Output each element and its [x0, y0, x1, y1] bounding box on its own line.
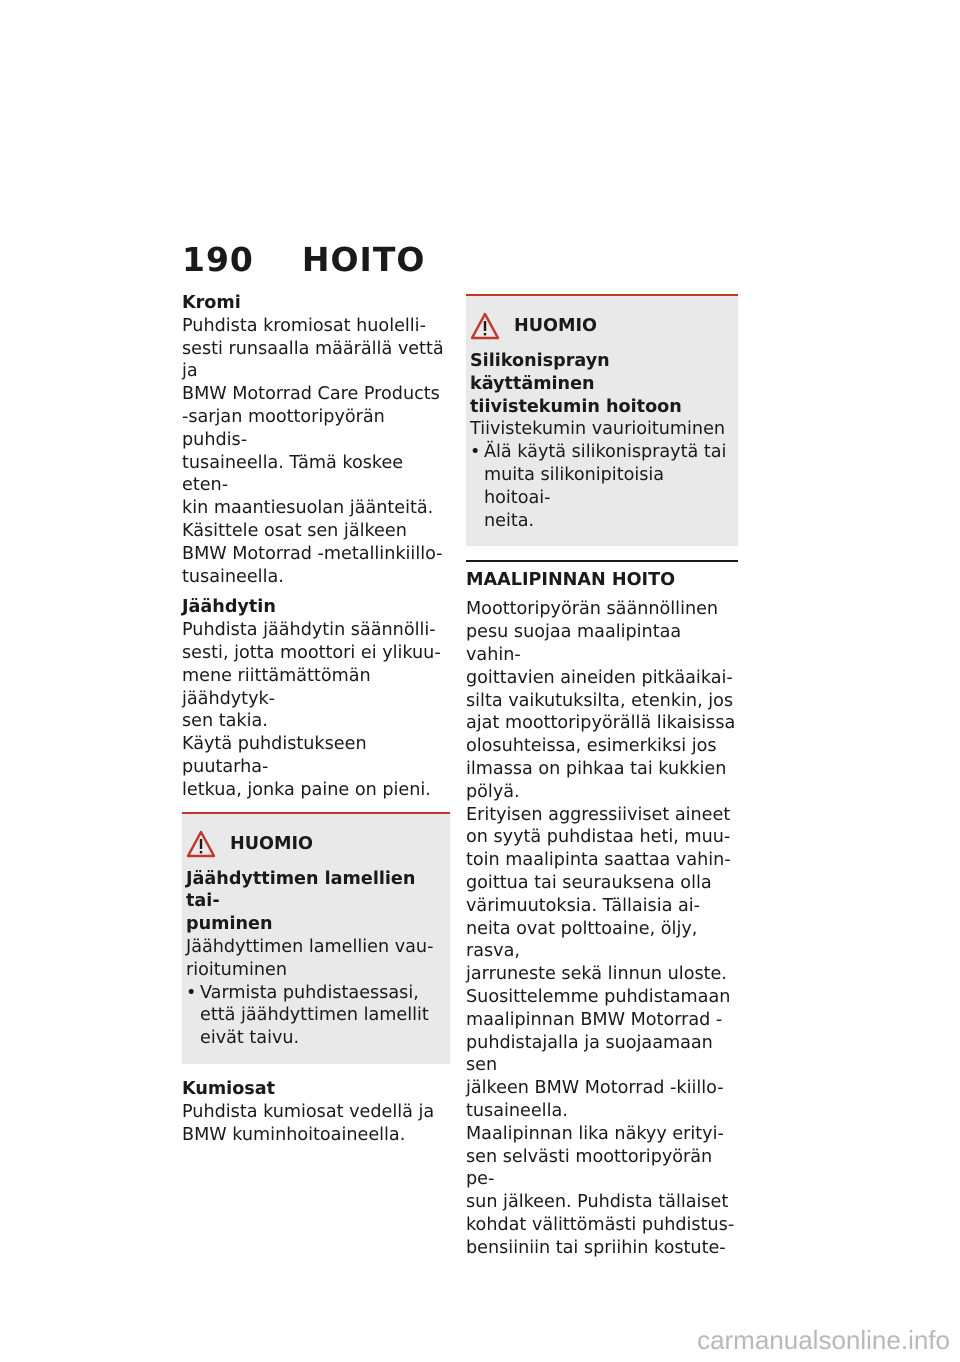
text-line: kohdat välittömästi puhdistus-: [466, 1214, 735, 1235]
text-line: maalipinnan BMW Motorrad -: [466, 1009, 723, 1030]
bullet-dot: •: [470, 442, 481, 463]
text-line: ajat moottoripyörällä likaisissa: [466, 713, 736, 734]
text-line: ilmassa on pihkaa tai kukkien: [466, 758, 727, 779]
text-line: sun jälkeen. Puhdista tällaiset: [466, 1192, 729, 1213]
text-line: jälkeen BMW Motorrad -kiillo-: [466, 1078, 724, 1099]
radiator-heading: Jäähdytin: [182, 597, 276, 618]
right-column: [466, 294, 738, 1259]
notice-title: [186, 830, 442, 858]
notice-text: [186, 936, 442, 982]
text-line: toin maalipinta saattaa vahin-: [466, 850, 731, 871]
bullet-dot: •: [186, 982, 197, 1003]
text-line: goittua tai seurauksena olla: [466, 872, 712, 893]
radiator-text: [182, 619, 450, 801]
text-line: puminen: [186, 914, 273, 935]
bullet-text: [484, 441, 730, 532]
text-line: sen takia.: [182, 711, 268, 732]
text-line: -sarjan moottoripyörän puhdis-: [182, 406, 385, 450]
notice-bullet: [470, 441, 730, 532]
text-line: rioituminen: [186, 959, 287, 980]
left-column: [182, 292, 450, 1146]
text-line: pesu suojaa maalipintaa vahin-: [466, 622, 682, 665]
text-line: Varmista puhdistaessasi,: [200, 982, 419, 1003]
text-line: neita ovat polttoaine, öljy, rasva,: [466, 918, 698, 962]
text-line: Puhdista kumiosat vedellä ja: [182, 1101, 435, 1122]
text-line: värimuutoksia. Tällaisia ai-: [466, 895, 700, 916]
page-header: [182, 240, 425, 279]
page-title: HOITO: [301, 240, 426, 279]
text-line: sen selvästi moottoripyörän pe-: [466, 1146, 713, 1190]
text-line: sesti runsaalla määrällä vettä ja: [182, 338, 444, 382]
warning-triangle-icon: [470, 312, 500, 340]
text-line: letkua, jonka paine on pieni.: [182, 779, 431, 800]
text-line: Silikonisprayn käyttäminen: [470, 351, 610, 394]
text-line: goittavien aineiden pitkäaikai-: [466, 667, 733, 688]
text-line: Käytä puhdistukseen puutarha-: [182, 734, 367, 777]
text-line: olosuhteissa, esimerkiksi jos: [466, 736, 717, 757]
text-line: kin maantiesuolan jäänteitä.: [182, 498, 434, 519]
text-line: tusaineella.: [182, 566, 284, 587]
text-line: eivät taivu.: [200, 1028, 300, 1049]
rubber-heading: Kumiosat: [182, 1078, 276, 1099]
text-line: pölyä.: [466, 781, 520, 802]
text-line: BMW Motorrad Care Products: [182, 384, 440, 405]
text-line: Älä käytä silikonispraytä tai: [484, 442, 727, 463]
text-line: sesti, jotta moottori ei ylikuu-: [182, 642, 441, 663]
notice-box-silicone: [466, 294, 738, 546]
text-line: Suosittelemme puhdistamaan: [466, 986, 731, 1007]
text-line: mene riittämättömän jäähdytyk-: [182, 665, 371, 709]
notice-label: HUOMIO: [230, 833, 313, 854]
text-line: Moottoripyörän säännöllinen: [466, 599, 719, 620]
text-line: puhdistajalla ja suojaamaan sen: [466, 1032, 713, 1076]
text-line: tusaineella.: [466, 1100, 568, 1121]
text-line: silta vaikutuksilta, etenkin, jos: [466, 690, 734, 711]
notice-title: [470, 312, 730, 340]
text-line: BMW Motorrad -metallinkiillo-: [182, 543, 443, 564]
text-line: Tiivistekumin vaurioituminen: [470, 419, 726, 440]
text-line: Maalipinnan lika näkyy erityi-: [466, 1123, 724, 1144]
paint-text: [466, 598, 738, 1259]
text-line: BMW kuminhoitoaineella.: [182, 1124, 406, 1145]
paint-section-title: MAALIPINNAN HOITO: [466, 570, 676, 591]
chrome-heading: Kromi: [182, 293, 241, 313]
notice-heading: [470, 350, 730, 418]
text-line: muita silikonipitoisia hoitoai-: [484, 464, 665, 508]
text-line: että jäähdyttimen lamellit: [200, 1005, 429, 1026]
notice-heading: [186, 868, 442, 936]
text-line: jarruneste sekä linnun uloste.: [466, 964, 727, 985]
text-line: Käsittele osat sen jälkeen: [182, 520, 407, 541]
text-line: Puhdista jäähdytin säännölli-: [182, 620, 436, 641]
page-number: 190: [182, 240, 254, 279]
text-line: Puhdista kromiosat huolelli-: [182, 315, 426, 336]
watermark: carmanualsonline.info: [697, 1325, 950, 1355]
warning-triangle-icon: [186, 830, 216, 858]
notice-label: HUOMIO: [514, 316, 597, 336]
text-line: bensiiniin tai spriihin kostute-: [466, 1237, 726, 1258]
notice-bullet: [186, 982, 442, 1050]
chrome-text: [182, 315, 450, 589]
text-line: Jäähdyttimen lamellien tai-: [186, 868, 416, 912]
text-line: tusaineella. Tämä koskee eten-: [182, 452, 404, 496]
bullet-text: [200, 982, 429, 1050]
notice-box-radiator: [182, 812, 450, 1064]
text-line: tiivistekumin hoitoon: [470, 396, 682, 417]
rubber-text: [182, 1101, 450, 1147]
text-line: Erityisen aggressiiviset aineet: [466, 804, 731, 825]
notice-text: [470, 418, 730, 441]
text-line: on syytä puhdistaa heti, muu-: [466, 827, 731, 848]
section-divider: [466, 560, 738, 562]
text-line: Jäähdyttimen lamellien vau-: [186, 936, 434, 957]
text-line: neita.: [484, 510, 535, 531]
